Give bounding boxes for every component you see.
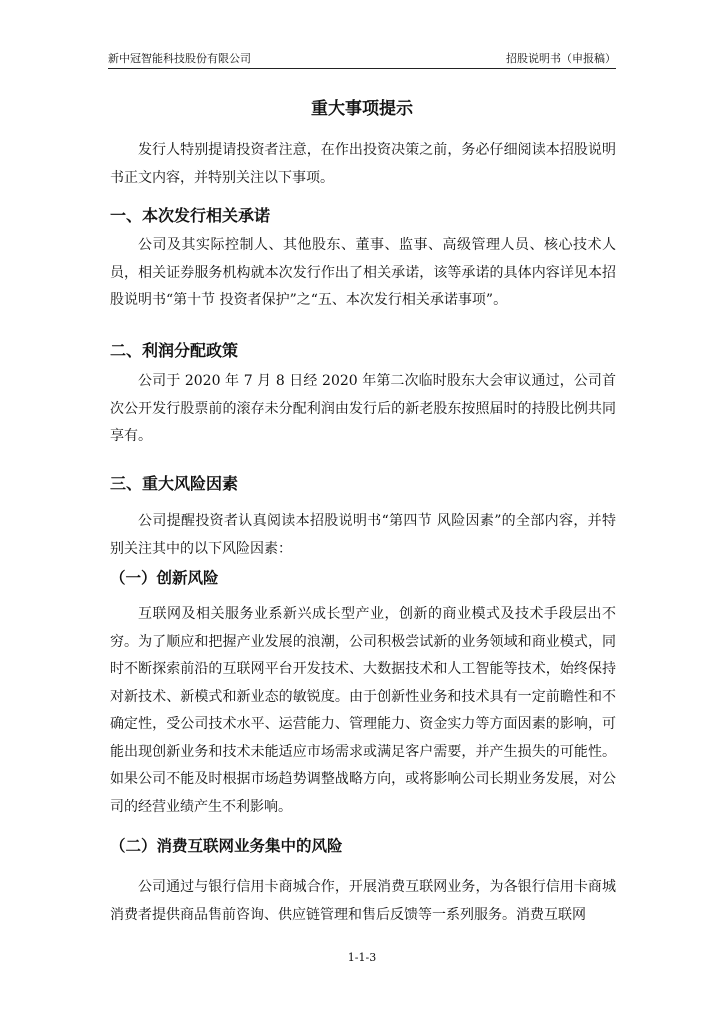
header-document-type: 招股说明书（申报稿） bbox=[506, 52, 616, 65]
header-divider bbox=[108, 68, 616, 69]
section-heading-profit-distribution: 二、利润分配政策 bbox=[110, 341, 239, 360]
section-heading-risk-factors: 三、重大风险因素 bbox=[110, 474, 239, 493]
subsection-body-concentration-risk: 公司通过与银行信用卡商城合作，开展消费互联网业务，为各银行信用卡商城消费者提供商品售前咨询、供应链管理和售后反馈等一系列服务。消费互联网 bbox=[110, 879, 616, 923]
page-title: 重大事项提示 bbox=[311, 99, 413, 119]
page-number: 1-1-3 bbox=[347, 951, 377, 964]
section-heading-commitments: 一、本次发行相关承诺 bbox=[110, 206, 271, 225]
subsection-heading-innovation-risk: （一）创新风险 bbox=[110, 569, 219, 587]
subsection-body-innovation-risk: 互联网及相关服务业系新兴成长型产业，创新的商业模式及技术手段层出不穷。为了顺应和把握产业发展的浪潮，公司积极尝试新的业务领域和商业模式，同时不断探索前沿的互联网平台开发技术、大数据技术和人工智能等技术，始终保持对新技术、新模式和新业态的敏锐度。由于创新性业务和技术具有一定前瞻性和不确定性，受公司技术水平、运营能力、管理能力、资金实力等方面因素的影响，可能出现创新业务和技术未能适应市场需求或满足客户需要，并产生损失的可能性。如果公司不能及时根据市场趋势调整战略方向，或将影响公司长期业务发展，对公司的经营业绩产生不利影响。 bbox=[110, 606, 616, 815]
subsection-heading-concentration-risk: （二）消费互联网业务集中的风险 bbox=[110, 837, 343, 855]
intro-paragraph: 发行人特别提请投资者注意，在作出投资决策之前，务必仔细阅读本招股说明书正文内容，并特别关注以下事项。 bbox=[110, 142, 616, 186]
page-header bbox=[108, 51, 616, 67]
section-body-profit-distribution: 公司于 2020 年 7 月 8 日经 2020 年第二次临时股东大会审议通过，公司首次公开发行股票前的滚存未分配利润由发行后的新老股东按照届时的持股比例共同享有。 bbox=[110, 373, 616, 444]
section-body-commitments: 公司及其实际控制人、其他股东、董事、监事、高级管理人员、核心技术人员，相关证券服务机构就本次发行作出了相关承诺，该等承诺的具体内容详见本招股说明书“第十节 投资者保护”之“五、本次发行相关承诺事项”。 bbox=[110, 237, 616, 308]
header-company-name: 新中冠智能科技股份有限公司 bbox=[108, 52, 251, 65]
section-body-risk-factors: 公司提醒投资者认真阅读本招股说明书“第四节 风险因素”的全部内容，并特别关注其中的以下风险因素： bbox=[110, 513, 616, 557]
